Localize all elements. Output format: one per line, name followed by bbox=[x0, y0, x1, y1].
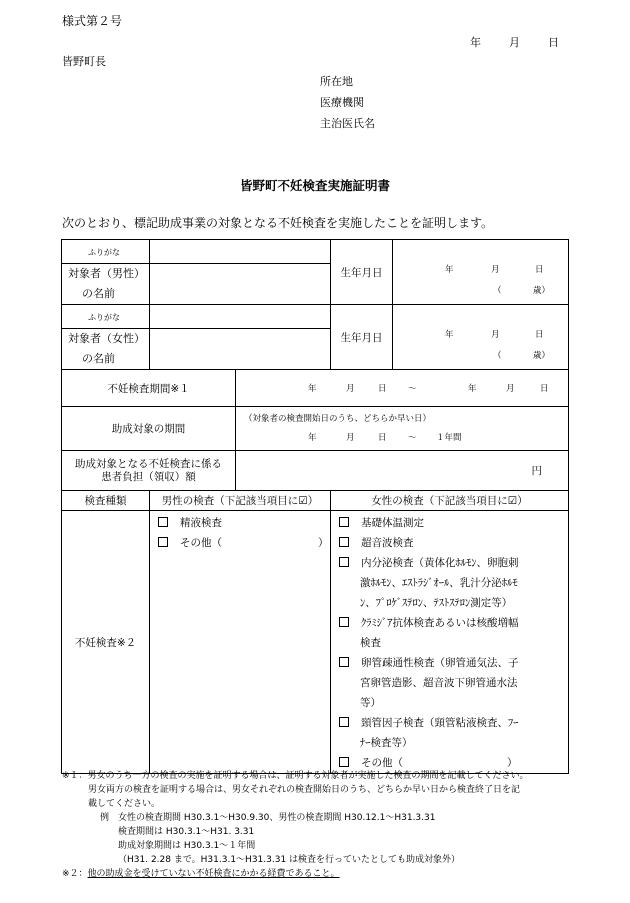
female-name-input[interactable] bbox=[150, 329, 331, 370]
female-furigana-label: ふりがな bbox=[62, 305, 150, 329]
female-item-tubal-l2: 宮卵管造影、超音波下卵管通水法 bbox=[360, 677, 518, 689]
exam-row-label: 不妊検査※２ bbox=[62, 511, 150, 774]
female-item-other[interactable]: その他（ ） bbox=[331, 753, 568, 773]
female-item-endocrine-l3: ﾝ、ﾌﾟﾛｹﾞｽﾃﾛﾝ、ﾃｽﾄｽﾃﾛﾝ測定等） bbox=[360, 597, 513, 609]
note-example-2: 検査期間は H30.3.1～H31. 3.31 bbox=[118, 827, 255, 837]
female-item-chlamydia[interactable]: ｸﾗﾐｼﾞｱ抗体検査あるいは核酸増幅 bbox=[331, 613, 568, 633]
note-1-line-1: ※１：男女のうち一方の検査の実施を証明する場合は、証明する対象者が実施した検査の期間を記載してください。 bbox=[62, 771, 529, 781]
subsidy-period-label: 助成対象の期間 bbox=[62, 407, 236, 451]
female-header: 女性の検査（下記該当項目に☑） bbox=[331, 491, 569, 511]
checkbox-icon[interactable] bbox=[339, 757, 349, 767]
checkbox-icon[interactable] bbox=[339, 537, 349, 547]
male-name-label: 対象者（男性） の名前 bbox=[62, 264, 150, 305]
checkbox-icon[interactable] bbox=[339, 717, 349, 727]
note-2: ※２：他の助成金を受けていない不妊検査にかかる経費であること。 bbox=[62, 869, 340, 879]
type-header: 検査種類 bbox=[62, 491, 150, 511]
date-month: 月 bbox=[509, 36, 520, 49]
checkbox-icon[interactable] bbox=[339, 557, 349, 567]
addressee: 皆野町長 bbox=[62, 55, 106, 68]
subsidy-note: （対象者の検査開始日のうち、どちらか早い日） bbox=[244, 414, 432, 424]
form-number: 様式第２号 bbox=[62, 14, 123, 28]
note-2-text: 他の助成金を受けていない不妊検査にかかる経費であること。 bbox=[87, 869, 340, 879]
male-age-close: 歳） bbox=[533, 286, 551, 296]
female-birth-day: 日 bbox=[535, 330, 544, 340]
date-day: 日 bbox=[548, 36, 559, 49]
female-item-ultrasound[interactable]: 超音波検査 bbox=[331, 533, 568, 553]
male-name-input[interactable] bbox=[150, 264, 331, 305]
note-example-1: 例 女性の検査期間 H30.3.1～H30.9.30、男性の検査期間 H30.12.1～H31.3.31 bbox=[100, 813, 436, 823]
period-label: 不妊検査期間※１ bbox=[62, 370, 236, 407]
male-age-open: （ bbox=[493, 286, 502, 296]
female-item-endocrine[interactable]: 内分泌検査（黄体化ﾎﾙﾓﾝ、卵胞刺 bbox=[331, 553, 568, 573]
yen-unit: 円 bbox=[531, 465, 542, 477]
note-example-4: （H31. 2.28 まで。H31.3.1～H31.3.31 は検査を行っていたとしても助成対象外） bbox=[118, 855, 461, 865]
subsidy-tilde: ～ bbox=[408, 433, 417, 443]
date-year: 年 bbox=[470, 36, 481, 49]
female-item-endocrine-l2: 激ﾎﾙﾓﾝ、ｴｽﾄﾗｼﾞｵｰﾙ、乳汁分泌ﾎﾙﾓ bbox=[360, 577, 518, 589]
intro-text: 次のとおり、標記助成事業の対象となる不妊検査を実施したことを証明します。 bbox=[62, 216, 494, 230]
period-tilde: ～ bbox=[408, 384, 417, 394]
male-header: 男性の検査（下記該当項目に☑） bbox=[150, 491, 331, 511]
period-end-month: 月 bbox=[506, 384, 515, 394]
male-item-semen[interactable]: 精液検査 bbox=[150, 513, 330, 533]
checkbox-icon[interactable] bbox=[158, 537, 168, 547]
female-item-bbt[interactable]: 基礎体温測定 bbox=[331, 513, 568, 533]
male-item-other[interactable]: その他（ ） bbox=[150, 533, 330, 553]
note-1-line-3: 載してください。 bbox=[88, 799, 161, 809]
male-birth-year: 年 bbox=[445, 265, 454, 275]
female-item-cervical-l2: ﾅｰ検査等） bbox=[360, 737, 413, 749]
female-age-close: 歳） bbox=[533, 351, 551, 361]
period-start-day: 日 bbox=[378, 384, 387, 394]
male-birthdate[interactable] bbox=[393, 240, 569, 305]
period-end-day: 日 bbox=[540, 384, 549, 394]
location-label: 所在地 bbox=[320, 75, 353, 88]
institution-label: 医療機関 bbox=[320, 96, 364, 109]
burden-amount[interactable] bbox=[236, 451, 569, 491]
male-birth-month: 月 bbox=[491, 265, 500, 275]
burden-label: 助成対象となる不妊検査に係る 患者負担（領収）額 bbox=[62, 451, 236, 491]
doctor-label: 主治医氏名 bbox=[320, 117, 375, 130]
female-exam-list bbox=[331, 511, 569, 774]
female-item-tubal-l3: 等） bbox=[360, 697, 381, 709]
female-item-chlamydia-l2: 検査 bbox=[360, 637, 381, 649]
female-birth-month: 月 bbox=[491, 330, 500, 340]
period-start-month: 月 bbox=[346, 384, 355, 394]
male-furigana-input[interactable] bbox=[150, 240, 331, 264]
checkbox-icon[interactable] bbox=[158, 517, 168, 527]
female-item-tubal[interactable]: 卵管疎通性検査（卵管通気法、子 bbox=[331, 653, 568, 673]
period-start-year: 年 bbox=[308, 384, 317, 394]
female-furigana-input[interactable] bbox=[150, 305, 331, 329]
female-birth-year: 年 bbox=[445, 330, 454, 340]
male-birth-day: 日 bbox=[535, 265, 544, 275]
certificate-table bbox=[61, 239, 569, 774]
checkbox-icon[interactable] bbox=[339, 517, 349, 527]
female-birth-label: 生年月日 bbox=[331, 305, 393, 370]
subsidy-period-value[interactable] bbox=[236, 407, 569, 451]
checkbox-icon[interactable] bbox=[339, 657, 349, 667]
subsidy-day: 日 bbox=[378, 433, 387, 443]
female-item-cervical[interactable]: 頸管因子検査（頸管粘液検査、ﾌｰ bbox=[331, 713, 568, 733]
date-line bbox=[470, 34, 587, 50]
note-1-line-2: 男女両方の検査を証明する場合は、男女それぞれの検査開始日のうち、どちらか早い日から検査終了日を記 bbox=[88, 785, 521, 795]
male-birth-label: 生年月日 bbox=[331, 240, 393, 305]
period-value[interactable] bbox=[236, 370, 569, 407]
subsidy-year: 年 bbox=[308, 433, 317, 443]
female-age-open: （ bbox=[493, 351, 502, 361]
page-title: 皆野町不妊検査実施証明書 bbox=[239, 178, 390, 193]
subsidy-one-year: １年間 bbox=[436, 433, 462, 443]
subsidy-month: 月 bbox=[346, 433, 355, 443]
female-birthdate[interactable] bbox=[393, 305, 569, 370]
male-exam-list bbox=[150, 511, 331, 774]
period-end-year: 年 bbox=[468, 384, 477, 394]
male-furigana-label: ふりがな bbox=[62, 240, 150, 264]
note-example-3: 助成対象期間は H30.3.1～１年間 bbox=[118, 841, 256, 851]
female-name-label: 対象者（女性） の名前 bbox=[62, 329, 150, 370]
checkbox-icon[interactable] bbox=[339, 617, 349, 627]
